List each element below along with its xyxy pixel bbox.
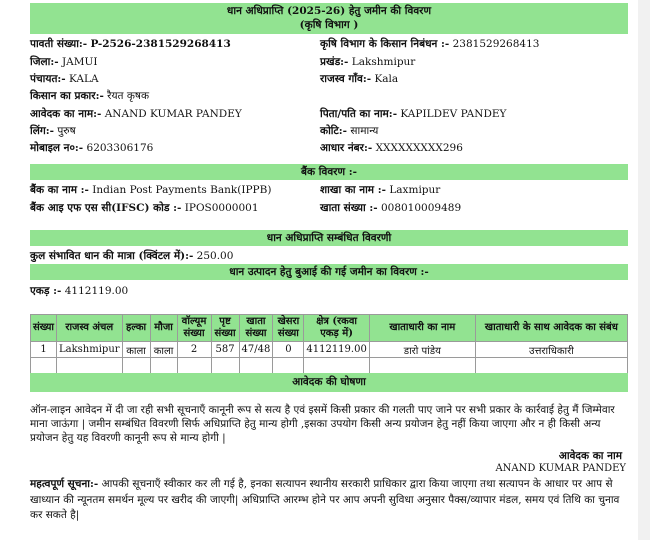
block: प्रखंड:- Lakshmipur [320, 56, 416, 68]
table-cell: 0 [273, 342, 304, 358]
procurement-section-title: धान अधिप्राप्ति सम्बंधित विवरणी [30, 230, 628, 246]
table-cell: 1 [31, 342, 57, 358]
land-table [30, 314, 628, 374]
receipt-number: पावती संख्या:- P-2526-2381529268413 [30, 38, 231, 50]
col-header: हल्का [122, 315, 150, 342]
col-header: खाताधारी के साथ आवेदक का संबंध [475, 315, 627, 342]
revenue-village: राजस्व गाँव:- Kala [320, 73, 399, 85]
header-band [30, 3, 628, 34]
right-shade [638, 0, 650, 540]
bank-name: बैंक का नाम :- Indian Post Payments Bank(IPPB) [30, 184, 272, 196]
table-cell: 47/48 [239, 342, 273, 358]
branch-name: शाखा का नाम :- Laxmipur [320, 184, 441, 196]
notice-text: आपकी सूचनाएँ स्वीकार कर ली गई है, इनका सत्यापन स्थानीय सरकारी प्राधिकार द्वारा किया जाएगा तथा सत्यापन के आधार पर आप से खाध्यान की न्यूनतम समर्थन मूल्य पर खरीद की जाएगी| अधिप्राप्ति आरम्भ होने पर आप अपनी सुविधा अनुसार पैक्स/व्यापार मंडल, समय एवं तिथि का चुनाव कर सकते है| [30, 478, 620, 521]
paddy-quantity: कुल संभावित धान की मात्रा (क्विंटल में):- 250.00 [30, 250, 234, 262]
table-cell: 2 [177, 342, 211, 358]
important-notice [30, 477, 620, 524]
page-title: धान अधिप्राप्ति (2025-26) हेतु जमीन की विवरण [226, 5, 432, 17]
panchayat: पंचायत:- KALA [30, 73, 99, 85]
table-cell: उत्तराधिकारी [475, 342, 627, 358]
col-header: खाताधारी का नाम [369, 315, 475, 342]
land-section-title: धान उत्पादन हेतु बुआई की गई जमीन का विवरण :- [30, 264, 628, 280]
bank-section-title: बैंक विवरण :- [30, 164, 628, 180]
father-name: पिता/पति का नाम:- KAPILDEV PANDEY [320, 108, 507, 120]
table-blank-row [31, 358, 628, 374]
table-row [31, 342, 628, 358]
table-cell: Lakshmipur [57, 342, 123, 358]
table-header-row [31, 315, 628, 342]
table-cell: 4112119.00 [304, 342, 369, 358]
table-cell: काला [150, 342, 177, 358]
department-title: (कृषि विभाग ) [299, 19, 359, 31]
mobile: मोबाइल न०:- 6203306176 [30, 142, 154, 154]
notice-label: महत्वपूर्ण सूचना:- [30, 478, 99, 490]
gender: लिंग:- पुरुष [30, 125, 76, 137]
signature-name: ANAND KUMAR PANDEY [495, 463, 626, 474]
district: जिला:- JAMUI [30, 56, 98, 68]
table-cell: काला [122, 342, 150, 358]
col-header: राजस्व अंचल [57, 315, 123, 342]
ifsc-code: बैंक आइ एफ एस सी(IFSC) कोड :- IPOS0000001 [30, 202, 259, 214]
farmer-registration: कृषि विभाग के किसान निबंधन :- 2381529268413 [320, 38, 540, 50]
col-header: पृष्ट संख्या [211, 315, 239, 342]
applicant-name: आवेदक का नाम:- ANAND KUMAR PANDEY [30, 108, 242, 120]
category: कोटि:- सामान्य [320, 125, 379, 137]
farmer-type: किसान का प्रकार:- रैयत कृषक [30, 90, 150, 102]
col-header: मौजा [150, 315, 177, 342]
col-header: खेसरा संख्या [273, 315, 304, 342]
acre: एकड़ :- 4112119.00 [30, 285, 129, 297]
declaration-text: ऑन-लाइन आवेदन में दी जा रही सभी सूचनाएँ कानूनी रूप से सत्य है एवं इसमें किसी प्रकार की गलती पाए जाने पर सभी प्रकार के कार्रवाई हेतु मैं जिम्मेवार माना जाऊंगा | जमीन सम्बंधित विवरणी सिर्फ अधिप्राप्ति हेतु मान्य होगी ,इसका उपयोग किसी अन्य प्रयोजन हेतु नहीं किया जाएगा और न ही किसी अन्य प्रयोजन हेतु यह विवरणी कानूनी रूप से मान्य होगी | [30, 404, 615, 444]
declaration-section-title: आवेदक की घोषणा [30, 373, 628, 392]
signature-label: आवेदक का नाम [558, 450, 622, 462]
col-header: वॉल्यूम संख्या [177, 315, 211, 342]
aadhaar: आधार नंबर:- XXXXXXXXX296 [320, 142, 463, 154]
col-header: खाता संख्या [239, 315, 273, 342]
account-number: खाता संख्या :- 008010009489 [320, 202, 462, 214]
col-header: संख्या [31, 315, 57, 342]
col-header: क्षेत्र (रकवा एकड़ में) [304, 315, 369, 342]
table-cell: 587 [211, 342, 239, 358]
table-cell: डारो पांडेय [369, 342, 475, 358]
